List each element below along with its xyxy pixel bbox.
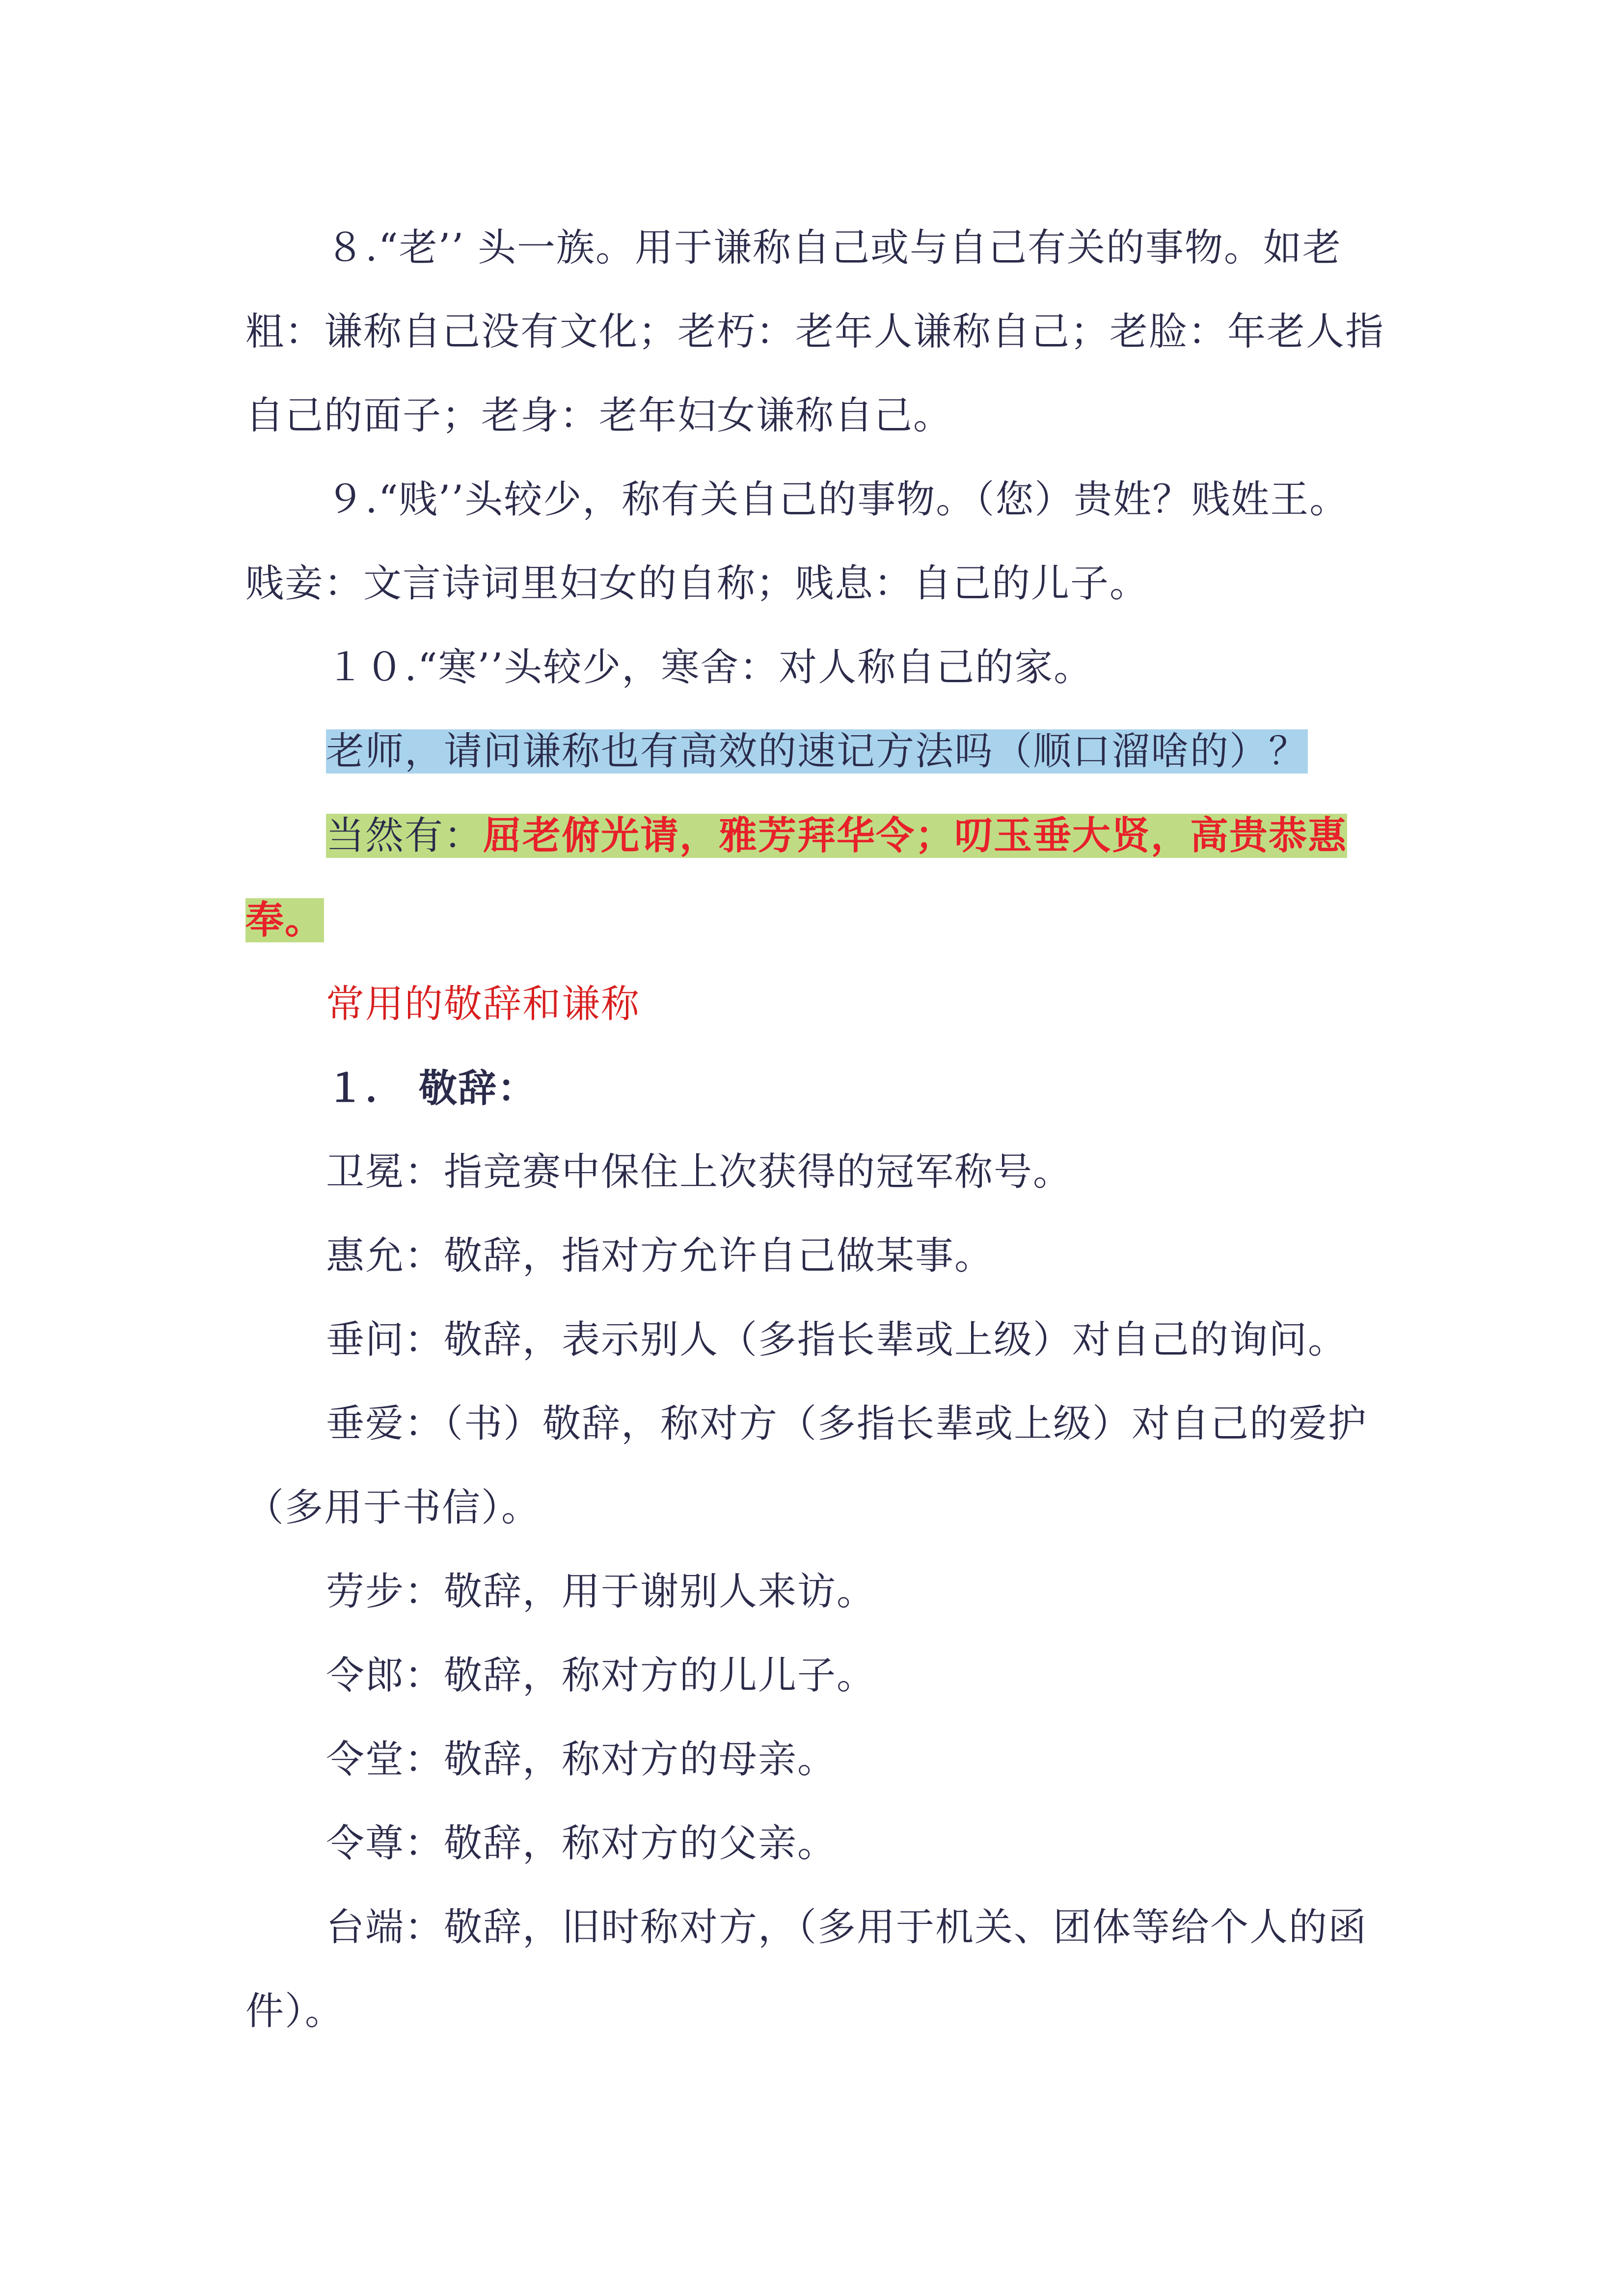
entry-item: 惠允：敬辞，指对方允许自己做某事。 (326, 1234, 994, 1278)
entry-item: 卫冕：指竞赛中保住上次获得的冠军称号。 (326, 1150, 1073, 1194)
entry-item: 垂爱：（书）敬辞，称对方（多指长辈或上级）对自己的爱护（多用于书信）。 (245, 1402, 1368, 1530)
paragraph-jian-prefix: ９.“贱’’头较少，称有关自己的事物。（您）贵姓？贱姓王。贱妾：文言诗词里妇女的自称；贱息：自己的儿子。 (245, 478, 1349, 606)
paragraph-han-prefix: １０.“寒’’头较少，寒舍：对人称自己的家。 (326, 645, 1093, 690)
entry-item: 令尊：敬辞，称对方的父亲。 (326, 1821, 837, 1866)
entry-item: 垂问：敬辞，表示别人（多指长辈或上级）对自己的询问。 (326, 1318, 1348, 1362)
section-heading: 常用的敬辞和谦称 (326, 982, 641, 1026)
answer-prefix: 当然有： (326, 814, 484, 858)
document-body (245, 206, 1384, 2054)
question-highlight: 老师，请问谦称也有高效的速记方法吗（顺口溜啥的）？ (326, 729, 1308, 774)
entry-item: 令郎：敬辞，称对方的儿儿子。 (326, 1654, 876, 1698)
answer-highlight (245, 814, 1347, 942)
entry-item: 台端：敬辞，旧时称对方，（多用于机关、团体等给个人的函件）。 (245, 1905, 1368, 2033)
question-paragraph (245, 710, 1384, 794)
entry-item: 令堂：敬辞，称对方的母亲。 (326, 1737, 837, 1782)
answer-mnemonic: 屈老俯光请，雅芳拜华令；叨玉垂大贤，高贵恭惠奉。 (245, 813, 1348, 942)
answer-paragraph (245, 794, 1384, 962)
subsection-heading: １． 敬辞： (326, 1066, 537, 1111)
paragraph-lao-prefix: ８.“老’’ 头一族。用于谦称自己或与自己有关的事物。如老粗：谦称自己没有文化；老朽：老年人谦称自己；老脸：年老人指自己的面子；老身：老年妇女谦称自己。 (245, 226, 1385, 438)
entry-item: 劳步：敬辞，用于谢别人来访。 (326, 1570, 876, 1614)
